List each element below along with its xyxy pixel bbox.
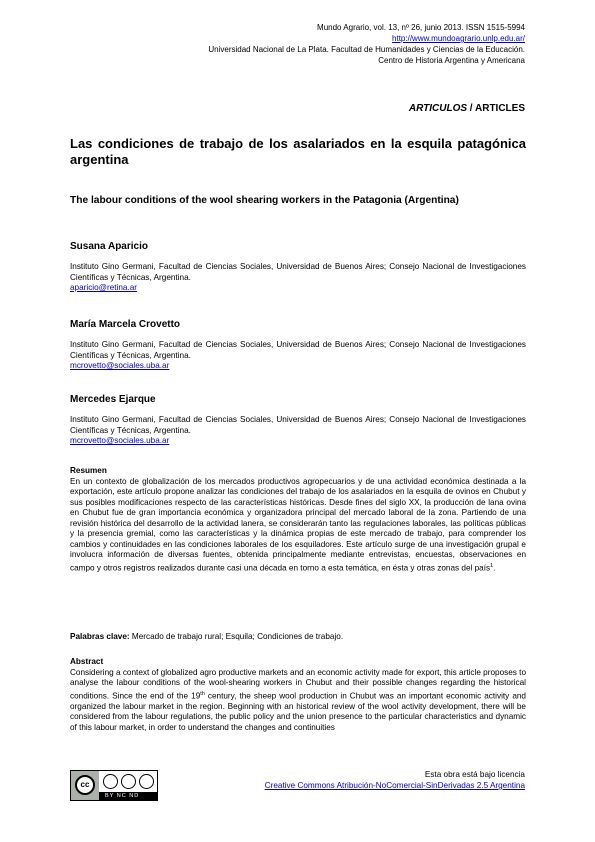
author-block — [70, 394, 526, 447]
journal-url-link[interactable]: http://www.mundoagrario.unlp.edu.ar/ — [392, 34, 525, 43]
cc-license-band: BY NC ND — [99, 792, 157, 800]
article-title-spanish: Las condiciones de trabajo de los asalariados en la esquila patagónica argentina — [70, 136, 526, 167]
author-name: María Marcela Crovetto — [70, 319, 181, 330]
abstract-body-end: century, the sheep wool production in Chubut was an important economic activity and organized the labour market in the region. Beginning with an historical review of the wool activity development, there will be considered from the labour regulations, the public policy and the union presence to the particular characteristics and dynamic of this labour market, in order to understand the changes and continuities — [70, 691, 526, 732]
noderivatives-icon — [139, 774, 154, 789]
noncommercial-icon — [121, 774, 136, 789]
author-affiliation: Instituto Gino Germani, Facultad de Ciencias Sociales, Universidad de Buenos Aires; Consejo Nacional de Investigaciones Científicas y Técnicas, Argentina. — [70, 415, 526, 435]
institution-line: Universidad Nacional de La Plata. Facultad de Humanidades y Ciencias de la Educación. — [208, 45, 525, 54]
author-email-link[interactable]: mcrovetto@sociales.uba.ar — [70, 436, 170, 445]
abstract-text — [70, 668, 526, 734]
license-notice — [265, 769, 525, 791]
section-label-en: ARTICLES — [475, 103, 525, 114]
journal-citation: Mundo Agrario, vol. 13, nº 26, junio 2013. ISSN 1515-5994 — [317, 23, 525, 32]
attribution-icon — [103, 774, 118, 789]
section-separator: / — [467, 103, 475, 114]
keywords-label: Palabras clave: — [70, 632, 130, 641]
resumen-text — [70, 477, 526, 574]
author-block — [70, 241, 526, 294]
abstract-label: Abstract — [70, 657, 104, 666]
author-email-link[interactable]: aparicio@retina.ar — [70, 283, 138, 292]
section-label — [409, 103, 525, 114]
author-name: Mercedes Ejarque — [70, 394, 156, 405]
section-label-es: ARTICULOS — [408, 103, 468, 114]
abstract-body-start: Considering a context of globalized agro productive markets and an economic activity made for export, this article proposes to analyse the labour conditions of the wool-shearing workers in Chubut and their possible changes regarding the historical conditions. Since the end of the 19 — [70, 667, 526, 701]
abstract-section — [70, 657, 526, 733]
license-link[interactable]: Creative Commons Atribución-NoComercial-SinDerivadas 2.5 Argentina — [264, 781, 525, 790]
resumen-label: Resumen — [70, 466, 107, 475]
license-line: Esta obra está bajo licencia — [424, 770, 525, 779]
author-name: Susana Aparicio — [70, 241, 148, 252]
resumen-body: En un contexto de globalización de los mercados productivos agropecuarios y de una actividad económica destinada a la exportación, este artículo propone analizar las condiciones del trabajo de los asalariados en la esquila de ovinos en Chubut y sus posibles modificaciones respecto de las características históricas. Desde fines del siglo XX, la producción de lana ovina en Chubut fue de gran importancia económica y organizadora principal del mercado laboral de la zona. Partiendo de una revisión histórica del desarrollo de la actividad lanera, se considerarán tanto las regulaciones laborales, las políticas públicas y la presencia gremial, como las características y la dinámica propias de este mercado de trabajo, para comprender los cambios y continuidades en las condiciones laborales de los esquiladores. Este artículo surge de una investigación grupal e involucra información de diversas fuentes, obtenida principalmente mediante entrevistas, encuestas, observaciones en campo y otros registros realizados durante casi una década en torno a esta temática, en ésta y otras zonas del país — [70, 476, 526, 573]
creative-commons-logo[interactable] — [70, 770, 158, 801]
keywords-text: Mercado de trabajo rural; Esquila; Condiciones de trabajo. — [129, 632, 344, 641]
author-email-link[interactable]: mcrovetto@sociales.uba.ar — [70, 361, 170, 370]
abstract-superscript: th — [200, 690, 205, 697]
cc-icon: cc — [75, 775, 95, 795]
author-affiliation: Instituto Gino Germani, Facultad de Ciencias Sociales, Universidad de Buenos Aires; Consejo Nacional de Investigaciones Científicas y Técnicas, Argentina. — [70, 262, 526, 282]
footnote-marker[interactable]: 1 — [490, 562, 494, 569]
article-title-english: The labour conditions of the wool shearing workers in the Patagonia (Argentina) — [70, 195, 459, 206]
journal-header — [208, 22, 525, 66]
author-affiliation: Instituto Gino Germani, Facultad de Ciencias Sociales, Universidad de Buenos Aires; Consejo Nacional de Investigaciones Científicas y Técnicas, Argentina. — [70, 340, 526, 360]
author-block — [70, 319, 526, 372]
resumen-end: . — [493, 563, 496, 573]
keywords-line — [70, 632, 526, 643]
center-line: Centro de Historia Argentina y Americana — [378, 56, 525, 65]
resumen-section — [70, 466, 526, 574]
